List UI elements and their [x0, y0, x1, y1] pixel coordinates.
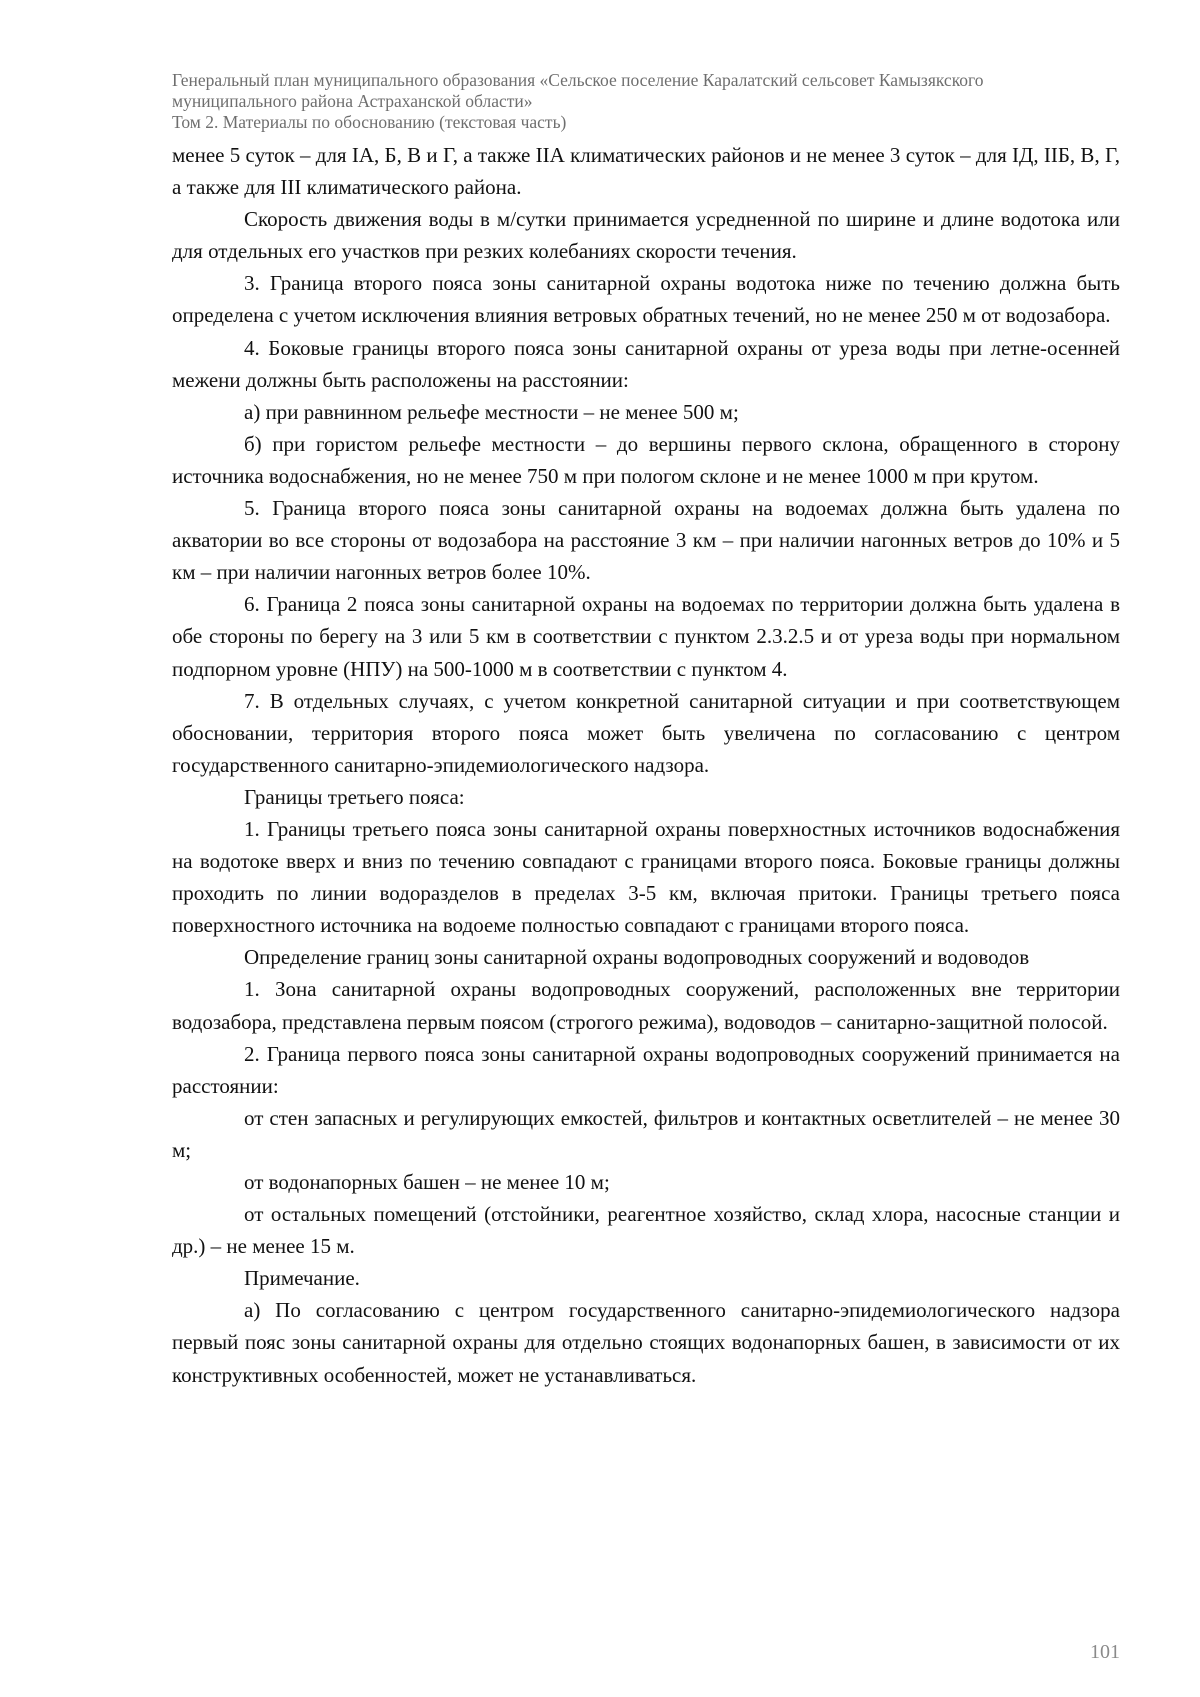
paragraph-third-belt-1: 1. Границы третьего пояса зоны санитарной охраны поверхностных источников водоснабжения на водотоке вверх и вниз по течению совпадают с границами второго пояса. Боковые границы должны проходить по линии водоразделов в пределах 3-5 км, включая притоки. Границы третьего пояса поверхностного источника на водоеме полностью совпадают с границами второго пояса.	[172, 816, 1120, 938]
paragraph-item-7: 7. В отдельных случаях, с учетом конкретной санитарной ситуации и при соответствующем обосновании, территория второго пояса может быть увеличена по согласованию с центром государственного санитарно-эпидемиологического надзора.	[172, 688, 1120, 777]
header-title-line-1: Генеральный план муниципального образования «Сельское поселение Каралатский сельсовет Камызякского	[172, 70, 984, 90]
paragraph-distance-other: от остальных помещений (отстойники, реагентное хозяйство, склад хлора, насосные станции и др.) – не менее 15 м.	[172, 1202, 1120, 1259]
paragraph-item-5: 5. Граница второго пояса зоны санитарной охраны на водоемах должна быть удалена по акватории во все стороны от водозабора на расстояние 3 км – при наличии нагонных ветров до 10% и 5 км – при наличии нагонных ветров более 10%.	[172, 496, 1120, 585]
paragraph-item-4b: б) при гористом рельефе местности – до вершины первого склона, обращенного в сторону источника водоснабжения, но не менее 750 м при пологом склоне и не менее 1000 м при крутом.	[172, 431, 1120, 488]
paragraph-water-speed: Скорость движения воды в м/сутки принимается усредненной по ширине и длине водотока или для отдельных его участков при резких колебаниях скорости течения.	[172, 207, 1120, 264]
header-title-line-2: муниципального района Астраханской области»	[172, 91, 533, 111]
paragraph-item-4: 4. Боковые границы второго пояса зоны санитарной охраны от уреза воды при летне-осенней межени должны быть расположены на расстоянии:	[172, 335, 1120, 392]
paragraph-item-4a: а) при равнинном рельефе местности – не менее 500 м;	[244, 399, 739, 424]
header-volume-line: Том 2. Материалы по обоснованию (текстовая часть)	[172, 112, 567, 132]
page-number: 101	[1090, 1641, 1120, 1663]
paragraph-waterworks-2: 2. Граница первого пояса зоны санитарной охраны водопроводных сооружений принимается на расстоянии:	[172, 1041, 1120, 1098]
note-heading: Примечание.	[244, 1266, 360, 1291]
note-item-a: а) По согласованию с центром государственного санитарно-эпидемиологического надзора первый пояс зоны санитарной охраны для отдельно стоящих водонапорных башен, в зависимости от их конструктивных особенностей, может не устанавливаться.	[172, 1298, 1120, 1387]
section-heading-third-belt: Границы третьего пояса:	[244, 784, 465, 809]
document-body	[172, 139, 1120, 1391]
paragraph-distance-tanks: от стен запасных и регулирующих емкостей, фильтров и контактных осветлителей – не менее 30 м;	[172, 1105, 1120, 1162]
paragraph-waterworks-1: 1. Зона санитарной охраны водопроводных сооружений, расположенных вне территории водозабора, представлена первым поясом (строгого режима), водоводов – санитарно-защитной полосой.	[172, 977, 1120, 1034]
page-header	[172, 70, 1132, 133]
paragraph-continuation: менее 5 суток – для IА, Б, В и Г, а также IIА климатических районов и не менее 3 суток – для IД, IIБ, В, Г, а также для III климатического района.	[172, 143, 1120, 200]
section-heading-waterworks: Определение границ зоны санитарной охраны водопроводных сооружений и водоводов	[244, 945, 1030, 970]
paragraph-item-6: 6. Граница 2 пояса зоны санитарной охраны на водоемах по территории должна быть удалена в обе стороны по берегу на 3 или 5 км в соответствии с пунктом 2.3.2.5 и от уреза воды при нормальном подпорном уровне (НПУ) на 500-1000 м в соответствии с пунктом 4.	[172, 592, 1120, 681]
paragraph-item-3: 3. Граница второго пояса зоны санитарной охраны водотока ниже по течению должна быть определена с учетом исключения влияния ветровых обратных течений, но не менее 250 м от водозабора.	[172, 271, 1120, 328]
paragraph-distance-towers: от водонапорных башен – не менее 10 м;	[244, 1170, 610, 1194]
